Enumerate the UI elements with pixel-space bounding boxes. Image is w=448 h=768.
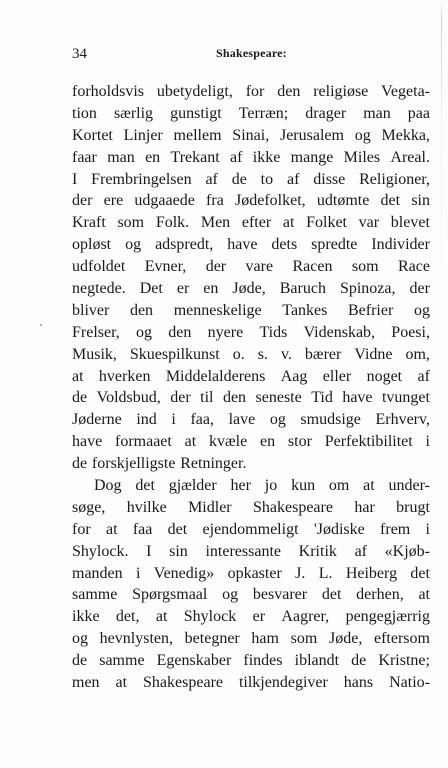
word: for (245, 83, 265, 100)
word: Videnskab, (303, 323, 376, 341)
word: samme (99, 652, 145, 670)
word: derhen, (356, 586, 404, 604)
text-line (72, 387, 430, 409)
word: Jødefolket, (235, 192, 306, 210)
word: de (72, 652, 88, 670)
word: Spørgsmaal (132, 586, 208, 604)
word: her (230, 477, 251, 495)
word: paa (407, 104, 430, 122)
ink-speck (40, 324, 42, 326)
word: lave (228, 411, 256, 429)
word: som (290, 630, 318, 648)
word: en (203, 280, 219, 298)
word: L. (318, 564, 333, 582)
word: Kristne; (378, 652, 430, 670)
word: Jøderne (72, 411, 122, 429)
word: kun (291, 477, 316, 495)
word: ere (103, 192, 124, 210)
word: udtømte (316, 192, 370, 210)
word: det (167, 520, 188, 538)
word: der (170, 389, 191, 407)
word: Terræn; (238, 104, 289, 122)
word: have (227, 236, 258, 254)
text-line (72, 453, 430, 475)
word: tilkjendegiver (238, 674, 328, 692)
word: Shakespeare (253, 498, 333, 516)
word: tvunget (381, 389, 430, 407)
word: «Kjøb- (384, 542, 430, 560)
text-line (72, 628, 430, 650)
text-line (72, 212, 430, 234)
word: for (72, 520, 91, 538)
word: Midler (188, 498, 232, 516)
word: I (72, 170, 78, 188)
word: o. (232, 345, 245, 363)
word: Erhverv, (375, 411, 430, 429)
word: at (115, 674, 128, 692)
word: Shylock (183, 608, 237, 626)
word: Skuespilkunst (129, 345, 220, 363)
text-line (72, 147, 430, 169)
word: Mekka, (381, 126, 430, 144)
word: fra (206, 192, 224, 210)
word: Dog (94, 477, 122, 495)
word: Tankes (282, 301, 328, 319)
word: opkaster (227, 564, 282, 582)
word: gunstigt (170, 104, 222, 122)
word: ikke (252, 148, 281, 166)
word: som (351, 258, 379, 276)
word: af (205, 170, 218, 188)
word: eller (322, 367, 352, 385)
word: en (145, 148, 161, 166)
word: v. (280, 345, 292, 363)
text-line (72, 344, 430, 366)
word: den (129, 301, 154, 319)
word: udgaaede (134, 192, 195, 210)
word: af (230, 148, 243, 166)
word: bærer (304, 345, 342, 363)
word: Linjer (123, 126, 163, 144)
word: Racen (292, 258, 333, 276)
word: gjælder (168, 477, 217, 495)
word: ind (136, 411, 157, 429)
word: Tids (259, 323, 288, 341)
word: Det (139, 280, 163, 298)
word: søge, (72, 498, 106, 516)
word: og (222, 586, 239, 604)
word: blevet (390, 214, 430, 232)
word: J. (295, 564, 306, 582)
text-line (72, 81, 430, 103)
word: har (354, 498, 375, 516)
text-line (72, 278, 430, 300)
text-line (72, 563, 430, 585)
word: af (354, 542, 367, 560)
word: bliver (72, 301, 110, 319)
word: Aagrer, (281, 608, 330, 626)
text-line (72, 497, 430, 519)
word: ikke (72, 608, 100, 626)
word: Poesi, (391, 323, 430, 341)
text-line (72, 409, 430, 431)
word: ham (251, 630, 279, 648)
word: og (125, 236, 142, 254)
running-title: Shakespeare: (216, 46, 287, 60)
word: og (136, 323, 153, 341)
word: Heiberg (345, 564, 398, 582)
word: Kortet (72, 126, 113, 144)
word: forskjelligste (91, 455, 176, 473)
running-head (72, 46, 430, 66)
text-line (72, 190, 430, 212)
word: i (136, 564, 141, 582)
word: der (205, 258, 227, 276)
word: af (286, 170, 300, 188)
word: have (342, 389, 373, 407)
word: Voldsbud, (96, 389, 161, 407)
word: de (351, 652, 367, 670)
word: Jerusalem (279, 126, 344, 144)
word: Frelser, (72, 323, 120, 341)
word: efter (241, 214, 272, 232)
word: hans (343, 674, 374, 692)
word: nyere (207, 323, 244, 341)
word: manden (72, 564, 123, 582)
word: I (146, 542, 152, 560)
word: i (425, 520, 430, 538)
word: forholdsvis (72, 83, 144, 100)
word: to (260, 170, 274, 188)
word: der (409, 280, 430, 298)
word: særlig (113, 104, 154, 122)
text-line (72, 103, 430, 125)
word: og (354, 126, 371, 144)
text-line (72, 322, 430, 344)
word: Vidne (354, 345, 393, 363)
word: om, (405, 345, 430, 363)
word: faar (72, 148, 97, 166)
word: at (105, 520, 118, 538)
word: af (417, 367, 430, 385)
word: vare (245, 258, 274, 276)
word: Frembringelsen (91, 170, 192, 188)
word: Kritik (298, 542, 337, 560)
word: de (72, 455, 88, 473)
word: er (252, 608, 266, 626)
word: Folket (306, 214, 347, 232)
word: Shakespeare (143, 674, 223, 692)
word: Shylock. (72, 542, 129, 560)
word: opløst (72, 236, 112, 254)
word: og (269, 411, 286, 429)
word: Trekant (170, 148, 220, 166)
word: Folk. (155, 214, 190, 232)
word: drager (305, 104, 347, 122)
word: at (418, 586, 430, 604)
word: er (176, 280, 190, 298)
word: den (222, 389, 247, 407)
word: iblandt (294, 652, 340, 670)
text-line (72, 169, 430, 191)
word: besvarer (252, 586, 308, 604)
word: at (155, 608, 168, 626)
word: adspredt, (155, 236, 214, 254)
word: Natio- (389, 674, 430, 692)
word: Jøde, (328, 630, 363, 648)
word: Evner, (144, 258, 187, 276)
word: mellem (173, 126, 222, 144)
text-line (72, 541, 430, 563)
word: Tid (311, 389, 333, 407)
text-line (72, 431, 430, 453)
word: frem (380, 520, 411, 538)
word: i (425, 433, 430, 451)
word: Race (397, 258, 430, 276)
word: Baruch (279, 280, 326, 298)
word: brugt (396, 498, 430, 516)
word: Kraft (72, 214, 106, 232)
word: Perfektibilitet (324, 433, 413, 451)
text-line (72, 234, 430, 256)
word: noget (366, 367, 403, 385)
word: Jøde, (232, 280, 266, 298)
word: det (410, 564, 430, 582)
word: mange (290, 148, 334, 166)
word: den (168, 323, 192, 341)
word: Befrier (348, 301, 394, 319)
word: hverken (98, 367, 151, 385)
page-edge-shadow (441, 0, 442, 768)
word: under- (388, 477, 430, 495)
word: seneste (255, 389, 302, 407)
word: det (321, 586, 342, 604)
word: Miles (343, 148, 381, 166)
word: Vegeta- (381, 83, 430, 100)
text-line (72, 256, 430, 278)
word: i (171, 411, 176, 429)
text-line (72, 606, 430, 628)
word: betegner (184, 630, 240, 648)
word: sin (411, 192, 430, 210)
word: s. (257, 345, 268, 363)
word: at (363, 477, 375, 495)
word: faa (132, 520, 153, 538)
word: det (135, 477, 155, 495)
word: at (72, 367, 84, 385)
text-line (72, 650, 430, 672)
word: at (282, 214, 295, 232)
text-line (72, 475, 430, 497)
word: det (380, 192, 401, 210)
word: kvæle (209, 433, 248, 451)
word: man (107, 148, 135, 166)
text-line (72, 584, 430, 606)
word: Sinai, (232, 126, 270, 144)
text-line (72, 366, 430, 388)
word: til (200, 389, 214, 407)
word: Individer (371, 236, 430, 254)
body-text (72, 81, 430, 694)
word: pengegjærrig (345, 608, 430, 626)
word: Retninger. (180, 455, 247, 473)
word: dets (271, 236, 298, 254)
word: Aag (280, 367, 308, 385)
word: negtede. (72, 280, 126, 298)
word: formaaet (115, 433, 172, 451)
word: tion (72, 104, 97, 122)
word: Middelalderens (165, 367, 266, 385)
word: det, (115, 608, 140, 626)
word: hvilke (126, 498, 167, 516)
word: religiøse (313, 83, 369, 100)
word: de (231, 170, 247, 188)
word: interessante (205, 542, 281, 560)
word: ejendommeligt (202, 520, 299, 538)
page-number: 34 (72, 46, 87, 62)
word: Venedig» (153, 564, 215, 582)
word: man (363, 104, 391, 122)
word: sin (169, 542, 188, 560)
word: at (184, 433, 197, 451)
word: Religioner, (359, 170, 430, 188)
word: hevnlysten, (99, 630, 173, 648)
word: men (72, 674, 100, 692)
word: Men (200, 214, 231, 232)
word: spredte (311, 236, 358, 254)
word: de (72, 389, 88, 407)
word: jo (264, 477, 278, 495)
word: var (358, 214, 380, 232)
text-line (72, 125, 430, 147)
word: faa, (190, 411, 214, 429)
text-line (72, 300, 430, 322)
word: Spinoza, (339, 280, 396, 298)
word: Egenskaber (156, 652, 232, 670)
word: have (72, 433, 103, 451)
word: som (117, 214, 145, 232)
word: Areal. (390, 148, 430, 166)
word: samme (72, 586, 118, 604)
word: udfoldet (72, 258, 126, 276)
word: eftersom (373, 630, 430, 648)
word: og (413, 301, 430, 319)
word: Musik, (72, 345, 117, 363)
word: disse (313, 170, 346, 188)
word: stor (287, 433, 312, 451)
word: findes (243, 652, 283, 670)
word: om (328, 477, 350, 495)
text-line (72, 519, 430, 541)
text-line (72, 672, 430, 694)
word: smudsige (300, 411, 361, 429)
word: den (277, 83, 301, 100)
word: menneskelige (173, 301, 262, 319)
word: ubetydeligt, (156, 83, 233, 100)
word: 'Jødiske (313, 520, 365, 538)
word: og (72, 630, 88, 648)
word: der (72, 192, 93, 210)
word: en (260, 433, 276, 451)
